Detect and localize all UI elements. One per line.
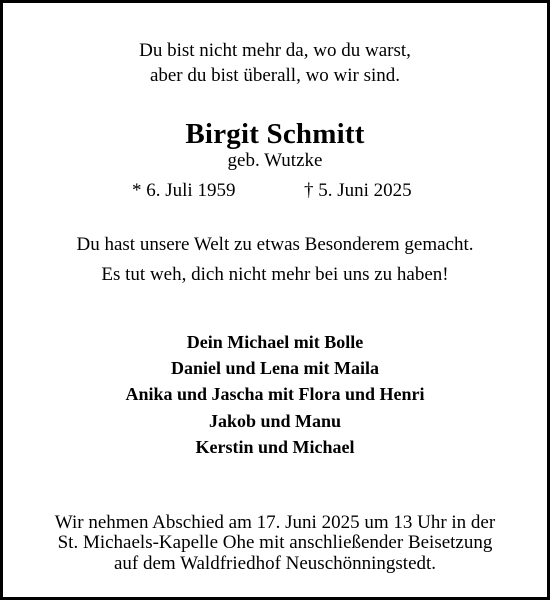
deceased-name: Birgit Schmitt xyxy=(185,118,365,150)
verse-line-1: Du hast unsere Welt zu etwas Besonderem gemacht. xyxy=(76,234,474,255)
birth-date: * 6. Juli 1959 xyxy=(132,180,236,201)
farewell-line-1: Wir nehmen Abschied am 17. Juni 2025 um 13 Uhr in der xyxy=(54,512,496,533)
mourner-line-1: Dein Michael mit Bolle xyxy=(186,332,364,352)
mourner-line-4: Jakob und Manu xyxy=(208,411,342,431)
mourner-line-2: Daniel und Lena mit Maila xyxy=(170,358,380,378)
mourner-line-3: Anika und Jascha mit Flora und Henri xyxy=(125,384,425,404)
farewell-line-3: auf dem Waldfriedhof Neuschönningstedt. xyxy=(113,553,437,574)
death-date: † 5. Juni 2025 xyxy=(304,180,412,201)
quote-line-1: Du bist nicht mehr da, wo du warst, xyxy=(139,40,411,61)
mourner-line-5: Kerstin und Michael xyxy=(195,437,355,457)
maiden-name: geb. Wutzke xyxy=(227,150,323,171)
life-dates xyxy=(3,181,547,203)
verse-line-2: Es tut weh, dich nicht mehr bei uns zu haben! xyxy=(101,264,449,285)
farewell-line-2: St. Michaels-Kapelle Ohe mit anschließender Beisetzung xyxy=(57,532,493,553)
quote-line-2: aber du bist überall, wo wir sind. xyxy=(149,65,401,86)
